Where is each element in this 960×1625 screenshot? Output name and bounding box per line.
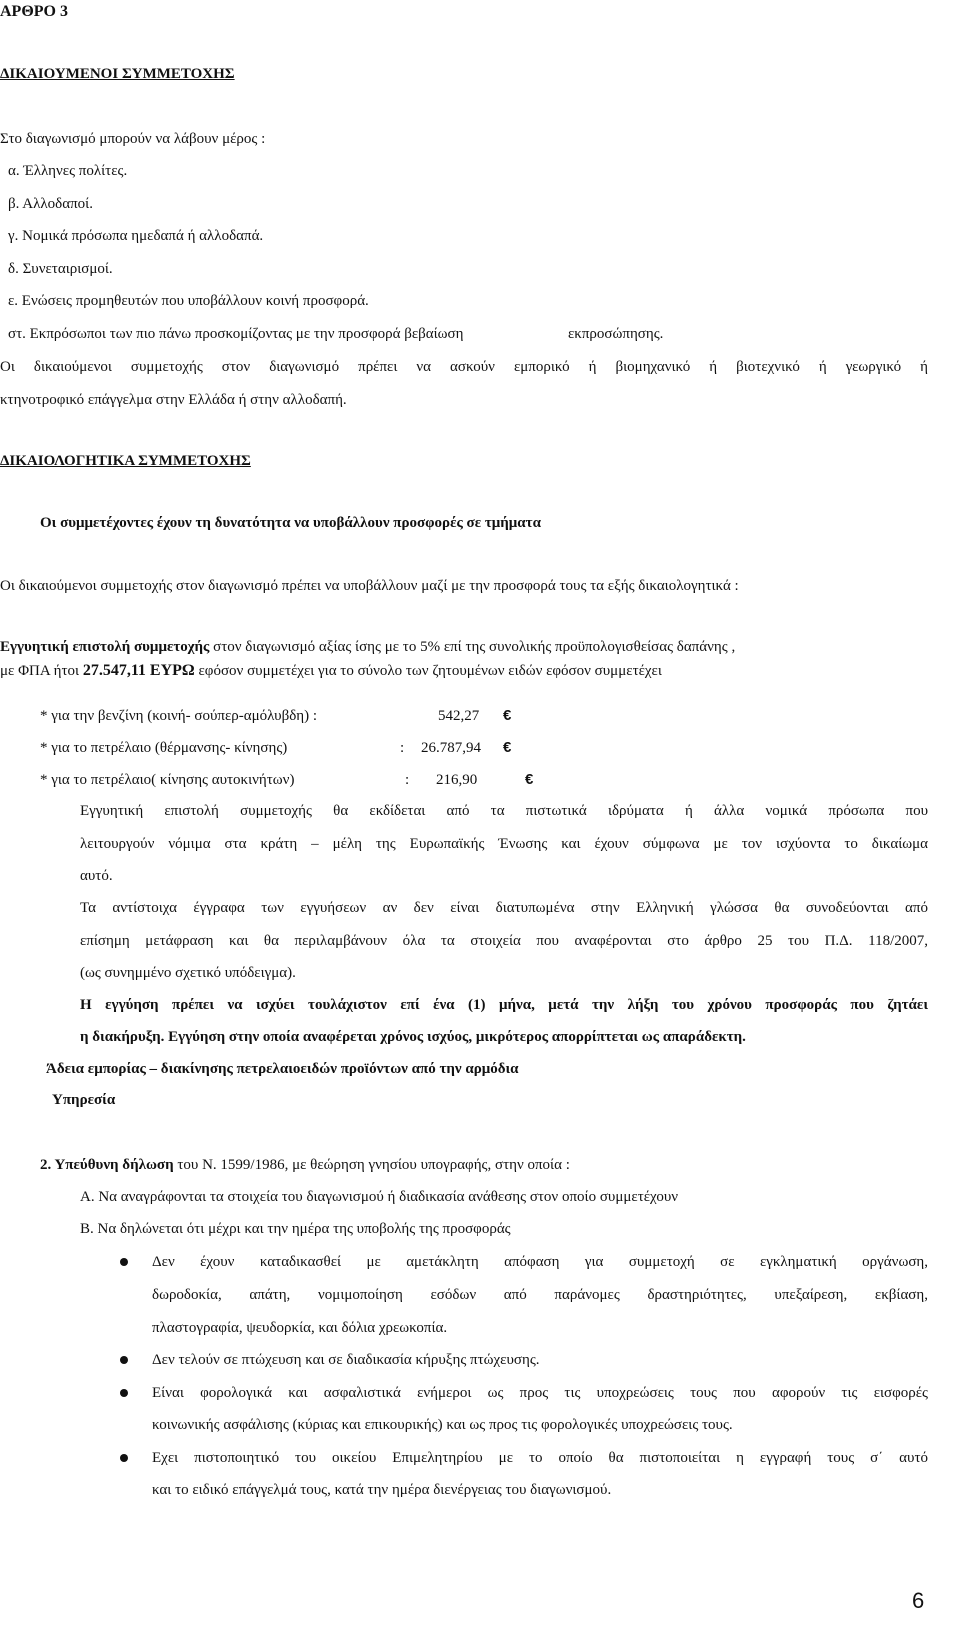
- declaration-rest: του Ν. 1599/1986, με θεώρηση γνησίου υπογραφής, στην οποία :: [173, 1157, 570, 1173]
- documents-heading: ΔΙΚΑΙΟΛΟΓΗΤΙΚΑ ΣΥΜΜΕΤΟΧΗΣ: [0, 453, 251, 469]
- guarantee-bold: Εγγυητική επιστολή συμμετοχής: [0, 639, 210, 655]
- participants-paragraph-line: Οι δικαιούμενοι συμμετοχής στον διαγωνισμό πρέπει να ασκούν εμπορικό ή βιομηχανικό ή βιοτεχνικό ή γεωργικό ή: [0, 359, 928, 375]
- amount-colon: :: [405, 772, 410, 788]
- participant-item: δ. Συνεταιρισμοί.: [8, 261, 113, 277]
- article-title: ΑΡΘΡΟ 3: [0, 3, 68, 20]
- participant-item: β. Αλλοδαποί.: [8, 196, 93, 212]
- bullet-line: πλαστογραφία, ψευδορκία, και δόλια χρεωκοπία.: [152, 1320, 448, 1336]
- license-line: Άδεια εμπορίας – διακίνησης πετρελαιοειδών προϊόντων από την αρμόδια: [46, 1061, 519, 1077]
- bullet-dot: [120, 1356, 128, 1364]
- participant-item: στ. Εκπρόσωποι των πιο πάνω προσκομίζοντας με την προσφορά βεβαίωση: [8, 326, 464, 342]
- bullet-line: Εχει πιστοποιητικό του οικείου Επιμελητηρίου με το οποίο θα πιστοποιείται η εγγραφή τους σ΄ αυτό: [152, 1450, 928, 1466]
- amount-value: 26.787,94: [421, 740, 481, 756]
- bullet-line: δωροδοκία, απάτη, νομιμοποίηση εσόδων από παράνομες δραστηριότητες, υπεξαίρεση, εκβίαση,: [152, 1287, 928, 1303]
- amount-value: 216,90: [436, 772, 478, 788]
- bullet-line: Δεν τελούν σε πτώχευση και σε διαδικασία κήρυξης πτώχευσης.: [152, 1352, 540, 1368]
- guarantee-amount: 27.547,11 ΕΥΡΩ: [82, 662, 195, 679]
- bullet-line: Δεν έχουν καταδικασθεί με αμετάκλητη απόφαση για συμμετοχή σε εγκληματική οργάνωση,: [152, 1254, 928, 1270]
- participants-heading: ΔΙΚΑΙΟΥΜΕΝΟΙ ΣΥΜΜΕΤΟΧΗΣ: [0, 66, 235, 82]
- declaration-point-b: Β. Να δηλώνεται ότι μέχρι και την ημέρα της υποβολής της προσφοράς: [80, 1221, 511, 1237]
- participant-item: α. Έλληνες πολίτες.: [8, 163, 128, 179]
- translation-paragraph-line: (ως συνημμένο σχετικό υπόδειγμα).: [80, 965, 296, 981]
- issue-paragraph-line: Εγγυητική επιστολή συμμετοχής θα εκδίδεται από τα πιστωτικά ιδρύματα ή άλλα νομικά πρόσωπα που: [80, 803, 928, 819]
- participant-item: ε. Ενώσεις προμηθευτών που υποβάλλουν κοινή προσφορά.: [8, 293, 369, 309]
- documents-intro: Οι δικαιούμενοι συμμετοχής στον διαγωνισμό πρέπει να υποβάλλουν μαζί με την προσφορά τους τα εξής δικαιολογητικά :: [0, 578, 739, 594]
- guarantee-rest: στον διαγωνισμό αξίας ίσης με το 5% επί της συνολικής προϋπολογισθείσας δαπάνης ,: [209, 639, 736, 655]
- declaration-bold: Υπεύθυνη δήλωση: [54, 1157, 174, 1173]
- participants-paragraph-line: κτηνοτροφικό επάγγελμα στην Ελλάδα ή στην αλλοδαπή.: [0, 392, 347, 408]
- guarantee-prefix: με ΦΠΑ ήτοι: [0, 663, 83, 679]
- declaration-title: [40, 1155, 570, 1175]
- guarantee-line: [0, 661, 662, 681]
- amount-currency: €: [503, 707, 512, 724]
- license-line: Υπηρεσία: [52, 1092, 116, 1108]
- participant-item: εκπροσώπησης.: [568, 326, 664, 342]
- validity-paragraph-line: η διακήρυξη. Εγγύηση στην οποία αναφέρεται χρόνος ισχύος, μικρότερος απορρίπτεται ως απαράδεκτη.: [80, 1029, 746, 1045]
- validity-paragraph-line: Η εγγύηση πρέπει να ισχύει τουλάχιστον επί ένα (1) μήνα, μετά την λήξη του χρόνου προσφοράς που ζητάει: [80, 997, 928, 1013]
- declaration-point-a: Α. Να αναγράφονται τα στοιχεία του διαγωνισμού ή διαδικασία ανάθεσης στον οποίο συμμετέχουν: [80, 1189, 679, 1205]
- bullet-dot: [120, 1454, 128, 1462]
- amount-currency: €: [503, 739, 512, 756]
- declaration-number: 2.: [40, 1157, 55, 1173]
- bullet-dot: [120, 1389, 128, 1397]
- amount-label: * για το πετρέλαιο( κίνησης αυτοκινήτων): [40, 772, 295, 788]
- bullet-dot: [120, 1258, 128, 1266]
- page-number: 6: [912, 1588, 925, 1613]
- translation-paragraph-line: Τα αντίστοιχα έγγραφα των εγγυήσεων αν δεν είναι διατυπωμένα στην Ελληνική γλώσσα θα συνοδεύονται από: [80, 900, 928, 916]
- translation-paragraph-line: επίσημη μετάφραση και θα περιλαμβάνουν όλα τα στοιχεία που αναφέρονται στο άρθρο 25 του Π.Δ. 118/2007,: [80, 933, 928, 949]
- issue-paragraph-line: λειτουργούν νόμιμα στα κράτη – μέλη της Ευρωπαϊκής Ένωσης και έχουν σύμφωνα με τον ισχύοντα το δικαίωμα: [80, 836, 928, 852]
- bullet-line: Είναι φορολογικά και ασφαλιστικά ενήμεροι ως προς τις υποχρεώσεις τους που αφορούν τις εισφορές: [152, 1385, 928, 1401]
- participants-intro: Στο διαγωνισμό μπορούν να λάβουν μέρος :: [0, 131, 266, 147]
- amount-label: * για το πετρέλαιο (θέρμανσης- κίνησης): [40, 740, 288, 756]
- amount-value: 542,27: [438, 708, 480, 724]
- amount-colon: :: [400, 740, 405, 756]
- bullet-line: κοινωνικής ασφάλισης (κύριας και επικουρικής) και ως προς τις φορολογικές υποχρεώσεις τους.: [152, 1417, 733, 1433]
- bullet-line: και το ειδικό επάγγελμά τους, κατά την ημέρα διενέργειας του διαγωνισμού.: [152, 1482, 612, 1498]
- guarantee-suffix: εφόσον συμμετέχει για το σύνολο των ζητουμένων ειδών εφόσον συμμετέχει: [194, 663, 662, 679]
- documents-subheading: Οι συμμετέχοντες έχουν τη δυνατότητα να υποβάλλουν προσφορές σε τμήματα: [40, 515, 541, 531]
- issue-paragraph-line: αυτό.: [80, 868, 113, 884]
- amount-currency: €: [525, 771, 534, 788]
- amount-label: * για την βενζίνη (κοινή- σούπερ-αμόλυβδη) :: [40, 708, 318, 724]
- participant-item: γ. Νομικά πρόσωπα ημεδαπά ή αλλοδαπά.: [8, 228, 264, 244]
- guarantee-line: [0, 637, 735, 657]
